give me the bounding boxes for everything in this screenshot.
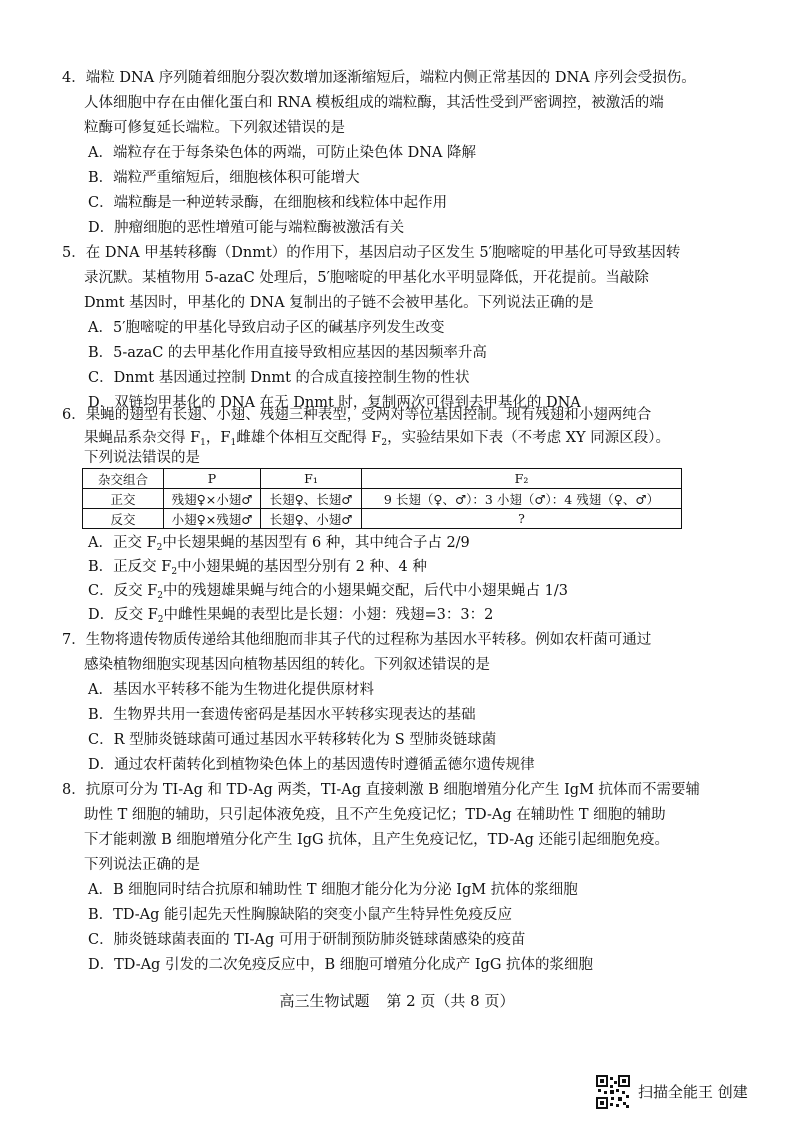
q5-option-b: B．5-azaC 的去甲基化作用直接导致相应基因的基因频率升高 bbox=[88, 345, 487, 361]
q8-stem-line-1: 8．抗原可分为 TI-Ag 和 TD-Ag 两类，TI-Ag 直接刺激 B 细胞增殖分化产生 IgM 抗体而不需要辅 bbox=[62, 782, 701, 798]
table-cell: 9 长翅（♀、♂）：3 小翅（♂）：4 残翅（♀、♂） bbox=[362, 489, 682, 509]
qr-code-icon bbox=[596, 1075, 630, 1109]
q6-stem-line-2: 果蝇品系杂交得 $F_1$，$F_1$雌雄个体相互交配得 $F_2$，实验结果如下表（不考虑 XY 同源区段）。 bbox=[84, 430, 670, 448]
q4-stem-line-1: 4．端粒 DNA 序列随着细胞分裂次数增加逐渐缩短后，端粒内侧正常基因的 DNA 序列会受损伤。 bbox=[62, 70, 696, 86]
q7-stem-line-1: 7．生物将遗传物质传递给其他细胞而非其子代的过程称为基因水平转移。例如农杆菌可通过 bbox=[62, 632, 652, 648]
table-header-cell: F₂ bbox=[362, 469, 682, 489]
q5-stem-line-3: Dnmt 基因时，甲基化的 DNA 复制出的子链不会被甲基化。下列说法正确的是 bbox=[84, 295, 594, 311]
q7-option-a: A．基因水平转移不能为生物进化提供原材料 bbox=[88, 682, 374, 698]
footer-subject: 高三生物试题 bbox=[279, 992, 370, 1010]
cross-result-table bbox=[82, 468, 682, 529]
q6-option-a: A．正交 $F_2$中长翅果蝇的基因型有 6 种，其中纯合子占 2/9 bbox=[88, 535, 470, 553]
footer-page-number: 第 2 页（共 8 页） bbox=[386, 992, 515, 1010]
q8-stem-line-2: 助性 T 细胞的辅助，只引起体液免疫，且不产生免疫记忆；TD-Ag 在辅助性 T 细胞的辅助 bbox=[84, 807, 666, 823]
table-cell: 反交 bbox=[83, 509, 164, 529]
q6-option-b: B．正反交 $F_2$中小翅果蝇的基因型分别有 2 种、4 种 bbox=[88, 559, 427, 577]
q8-option-b: B．TD-Ag 能引起先天性胸腺缺陷的突变小鼠产生特异性免疫反应 bbox=[88, 907, 512, 923]
q5-option-d: D．双链均甲基化的 DNA 在无 Dnmt 时，复制两次可得到去甲基化的 DNA bbox=[88, 395, 581, 411]
table-cell: 长翅♀、长翅♂ bbox=[261, 489, 362, 509]
q4-option-d: D．肿瘤细胞的恶性增殖可能与端粒酶被激活有关 bbox=[88, 220, 405, 236]
q4-option-a: A．端粒存在于每条染色体的两端，可防止染色体 DNA 降解 bbox=[88, 145, 476, 161]
q5-option-a: A．5′胞嘧啶的甲基化导致启动子区的碱基序列发生改变 bbox=[88, 320, 445, 336]
q5-stem-line-1: 5．在 DNA 甲基转移酶（Dnmt）的作用下，基因启动子区发生 5′胞嘧啶的甲基化可导致基因转 bbox=[62, 245, 681, 261]
q7-stem-line-2: 感染植物细胞实现基因向植物基因组的转化。下列叙述错误的是 bbox=[84, 657, 490, 673]
q8-stem-line-3: 下才能刺激 B 细胞增殖分化产生 IgG 抗体，且产生免疫记忆，TD-Ag 还能引起细胞免疫。 bbox=[84, 832, 670, 848]
q6-stem-line-3: 下列说法错误的是 bbox=[84, 450, 200, 466]
q7-option-c: C．R 型肺炎链球菌可通过基因水平转移转化为 S 型肺炎链球菌 bbox=[88, 732, 497, 748]
table-cell: 小翅♀×残翅♂ bbox=[164, 509, 261, 529]
table-cell: 长翅♀、小翅♂ bbox=[261, 509, 362, 529]
q8-option-a: A．B 细胞同时结合抗原和辅助性 T 细胞才能分化为分泌 IgM 抗体的浆细胞 bbox=[88, 882, 578, 898]
q7-option-d: D．通过农杆菌转化到植物染色体上的基因遗传时遵循孟德尔遗传规律 bbox=[88, 757, 535, 773]
q8-stem-line-4: 下列说法正确的是 bbox=[84, 857, 200, 873]
q5-option-c: C．Dnmt 基因通过控制 Dnmt 的合成直接控制生物的性状 bbox=[88, 370, 470, 386]
table-header-cell: P bbox=[164, 469, 261, 489]
table-row bbox=[83, 489, 682, 509]
table-row bbox=[83, 509, 682, 529]
q6-option-c: C．反交 $F_2$中的残翅雄果蝇与纯合的小翅果蝇交配，后代中小翅果蝇占 1/3 bbox=[88, 583, 568, 601]
q4-stem-line-2: 人体细胞中存在由催化蛋白和 RNA 模板组成的端粒酶，其活性受到严密调控，被激活的端 bbox=[84, 95, 664, 111]
q6-option-d: D．反交 $F_2$中雌性果蝇的表型比是长翅：小翅：残翅=3：3：2 bbox=[88, 607, 494, 625]
scanner-watermark: 扫描全能王 创建 bbox=[638, 1083, 748, 1101]
table-header-row bbox=[83, 469, 682, 489]
q8-option-d: D．TD-Ag 引发的二次免疫反应中，B 细胞可增殖分化成产 IgG 抗体的浆细胞 bbox=[88, 957, 594, 973]
q7-option-b: B．生物界共用一套遗传密码是基因水平转移实现表达的基础 bbox=[88, 707, 476, 723]
q4-option-c: C．端粒酶是一种逆转录酶，在细胞核和线粒体中起作用 bbox=[88, 195, 448, 211]
table-header-cell: F₁ bbox=[261, 469, 362, 489]
table-header-cell: 杂交组合 bbox=[83, 469, 164, 489]
table-cell: 正交 bbox=[83, 489, 164, 509]
q4-option-b: B．端粒严重缩短后，细胞核体积可能增大 bbox=[88, 170, 360, 186]
table-cell: 残翅♀×小翅♂ bbox=[164, 489, 261, 509]
table-cell: ? bbox=[362, 509, 682, 529]
page-footer bbox=[0, 990, 794, 1011]
q8-option-c: C．肺炎链球菌表面的 TI-Ag 可用于研制预防肺炎链球菌感染的疫苗 bbox=[88, 932, 526, 948]
q5-stem-line-2: 录沉默。某植物用 5-azaC 处理后，5′胞嘧啶的甲基化水平明显降低，开花提前。当敲除 bbox=[84, 270, 649, 286]
q6-stem-line-1: 6．果蝇的翅型有长翅、小翅、残翅三种表型，受两对等位基因控制。现有残翅和小翅两纯合 bbox=[62, 407, 652, 423]
q4-stem-line-3: 粒酶可修复延长端粒。下列叙述错误的是 bbox=[84, 120, 345, 136]
